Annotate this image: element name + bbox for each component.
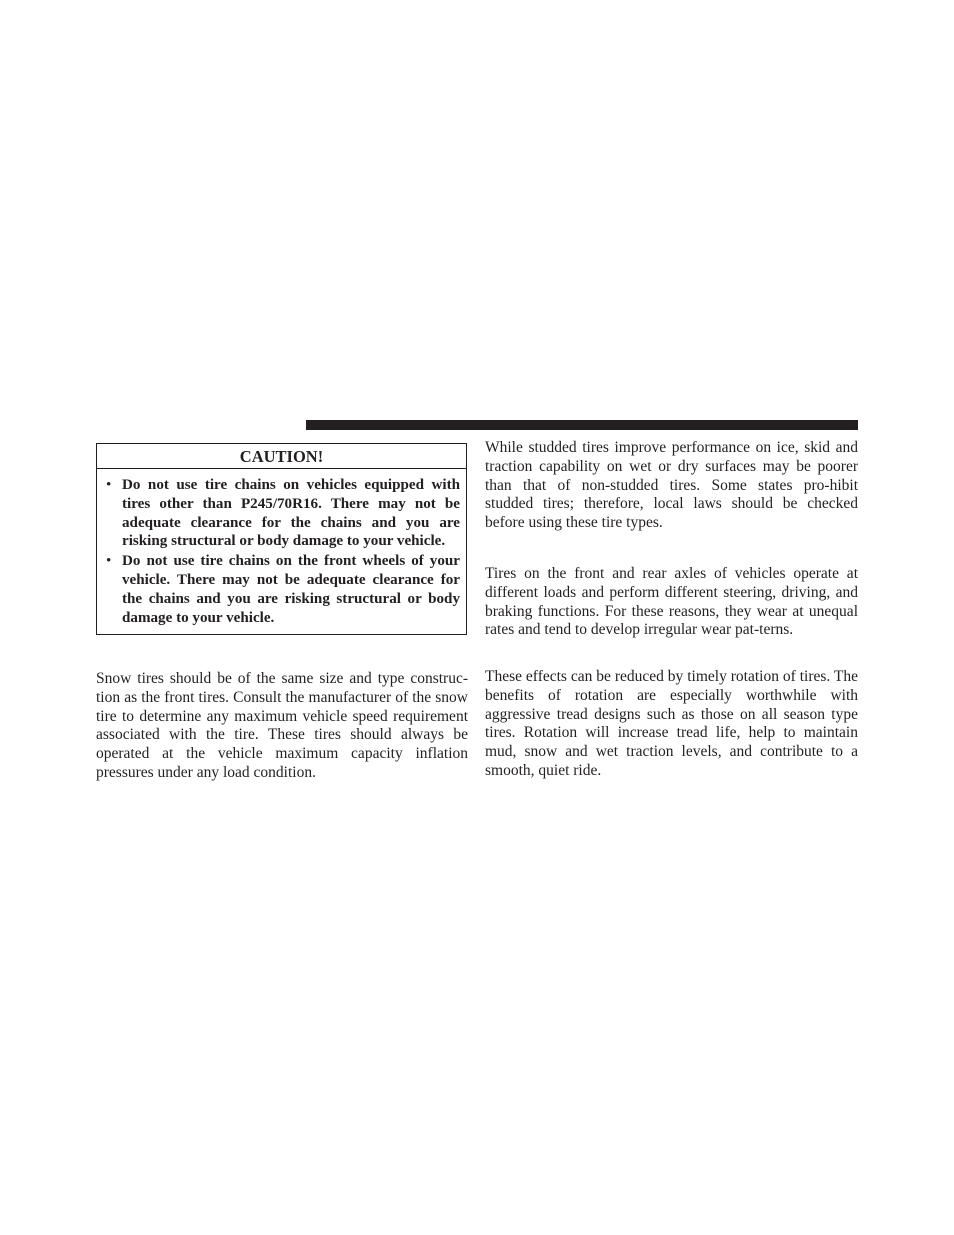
caution-item bbox=[105, 552, 460, 627]
caution-item-text: Do not use tire chains on the front wheels of your vehicle. There may not be adequate clearance for the chains and you are risking structural or body damage to your vehicle. bbox=[122, 553, 460, 626]
snow-tires-paragraph: Snow tires should be of the same size and type construc-tion as the front tires. Consult the manufacturer of the snow tire to determine any maximum vehicle speed requirement associated with the tire. These tires should always be operated at the vehicle maximum capacity inflation pressures under any load condition. bbox=[96, 670, 468, 781]
caution-box bbox=[96, 443, 467, 635]
caution-item bbox=[105, 476, 460, 551]
tire-rotation-paragraph: Tires on the front and rear axles of vehicles operate at different loads and perform different steering, driving, and braking functions. For these reasons, they wear at unequal rates and tend to develop irregular wear pat-terns. bbox=[485, 565, 858, 639]
bullet-icon: • bbox=[106, 477, 112, 493]
bullet-icon: • bbox=[106, 553, 112, 570]
studded-tires-paragraph: While studded tires improve performance on ice, skid and traction capability on wet or dry surfaces may be poorer than that of non-studded tires. Some states pro-hibit studded tires; therefore, local laws should be checked before using these tire types. bbox=[485, 439, 858, 532]
tire-rotation-benefits-paragraph: These effects can be reduced by timely rotation of tires. The benefits of rotation are especially worthwhile with aggressive tread designs such as those on all season type tires. Rotation will increase tread life, help to maintain mud, snow and wet traction levels, and contribute to a smooth, quiet ride. bbox=[485, 668, 858, 779]
caution-title: CAUTION! bbox=[97, 444, 466, 469]
section-header-bar bbox=[306, 420, 858, 430]
caution-item-text: Do not use tire chains on vehicles equipped with tires other than P245/70R16. There may not be adequate clearance for the chains and you are risking structural or body damage to your vehicle. bbox=[122, 477, 460, 550]
caution-list bbox=[97, 469, 466, 627]
